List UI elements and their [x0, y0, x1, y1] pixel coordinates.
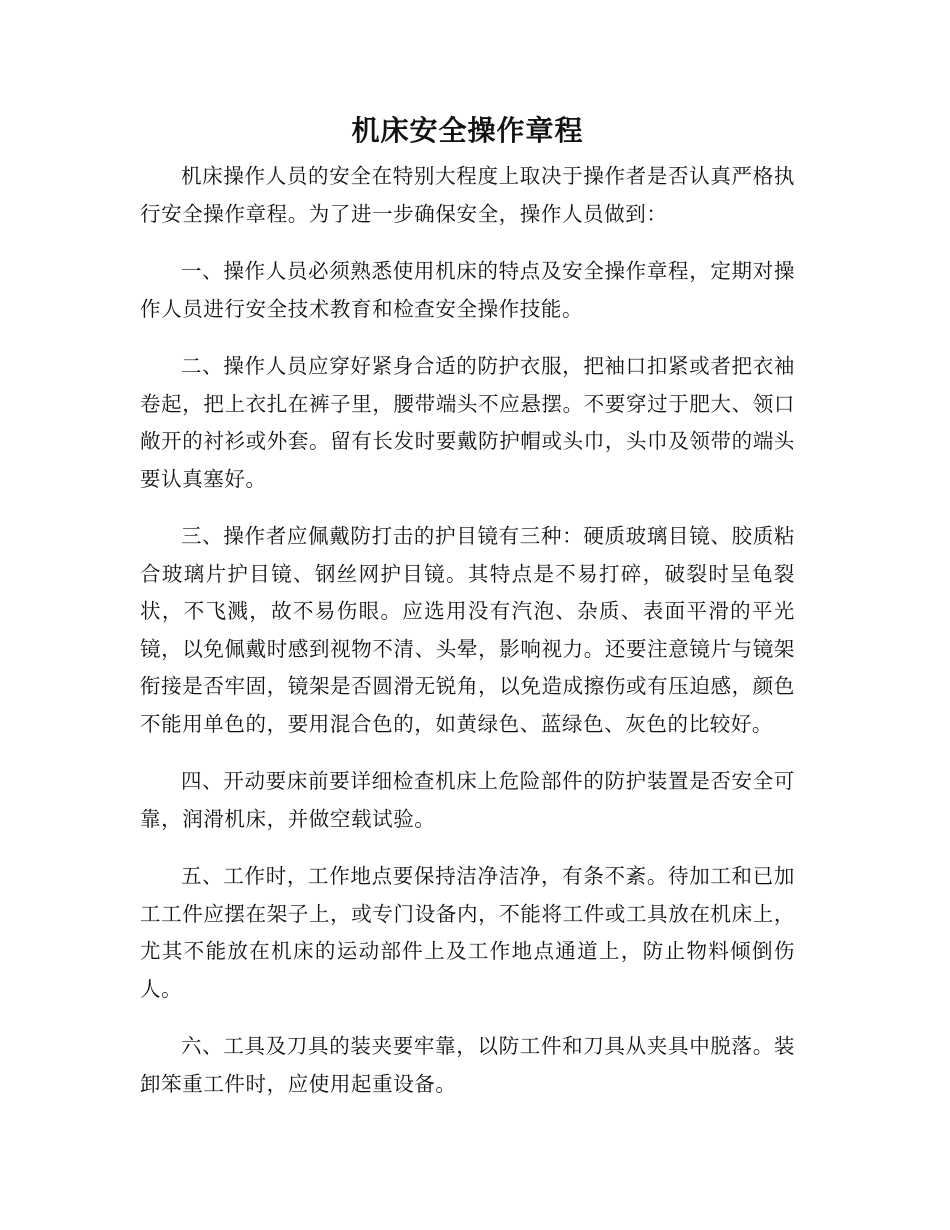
document-page: [140, 108, 795, 1123]
intro-paragraph: 机床操作人员的安全在特别大程度上取决于操作者是否认真严格执行安全操作章程。为了进一步确保安全，操作人员做到：: [140, 164, 795, 226]
paragraph-6: 六、工具及刀具的装夹要牢靠，以防工件和刀具从夹具中脱落。装卸笨重工件时，应使用起重设备。: [140, 1034, 795, 1096]
paragraph-1: 一、操作人员必须熟悉使用机床的特点及安全操作章程，定期对操作人员进行安全技术教育和检查安全操作技能。: [140, 259, 795, 321]
document-title: 机床安全操作章程: [351, 114, 584, 147]
paragraph-2: 二、操作人员应穿好紧身合适的防护衣服，把袖口扣紧或者把衣袖卷起，把上衣扎在裤子里，腰带端头不应悬摆。不要穿过于肥大、领口敞开的衬衫或外套。留有长发时要戴防护帽或头巾，头巾及领带的端头要认真塞好。: [140, 354, 795, 491]
paragraph-4: 四、开动要床前要详细检查机床上危险部件的防护装置是否安全可靠，润滑机床，并做空载试验。: [140, 769, 795, 831]
paragraph-3: 三、操作者应佩戴防打击的护目镜有三种：硬质玻璃目镜、胶质粘合玻璃片护目镜、钢丝网护目镜。其特点是不易打碎，破裂时呈龟裂状，不飞溅，故不易伤眼。应选用没有汽泡、杂质、表面平滑的平光镜，以免佩戴时感到视物不清、头晕，影响视力。还要注意镜片与镜架衔接是否牢固，镜架是否圆滑无锐角，以免造成擦伤或有压迫感，颜色不能用单色的，要用混合色的，如黄绿色、蓝绿色、灰色的比较好。: [140, 524, 795, 736]
paragraph-5: 五、工作时，工作地点要保持洁净洁净，有条不紊。待加工和已加工工件应摆在架子上，或专门设备内，不能将工件或工具放在机床上，尤其不能放在机床的运动部件上及工作地点通道上，防止物料倾倒伤人。: [140, 864, 795, 1001]
